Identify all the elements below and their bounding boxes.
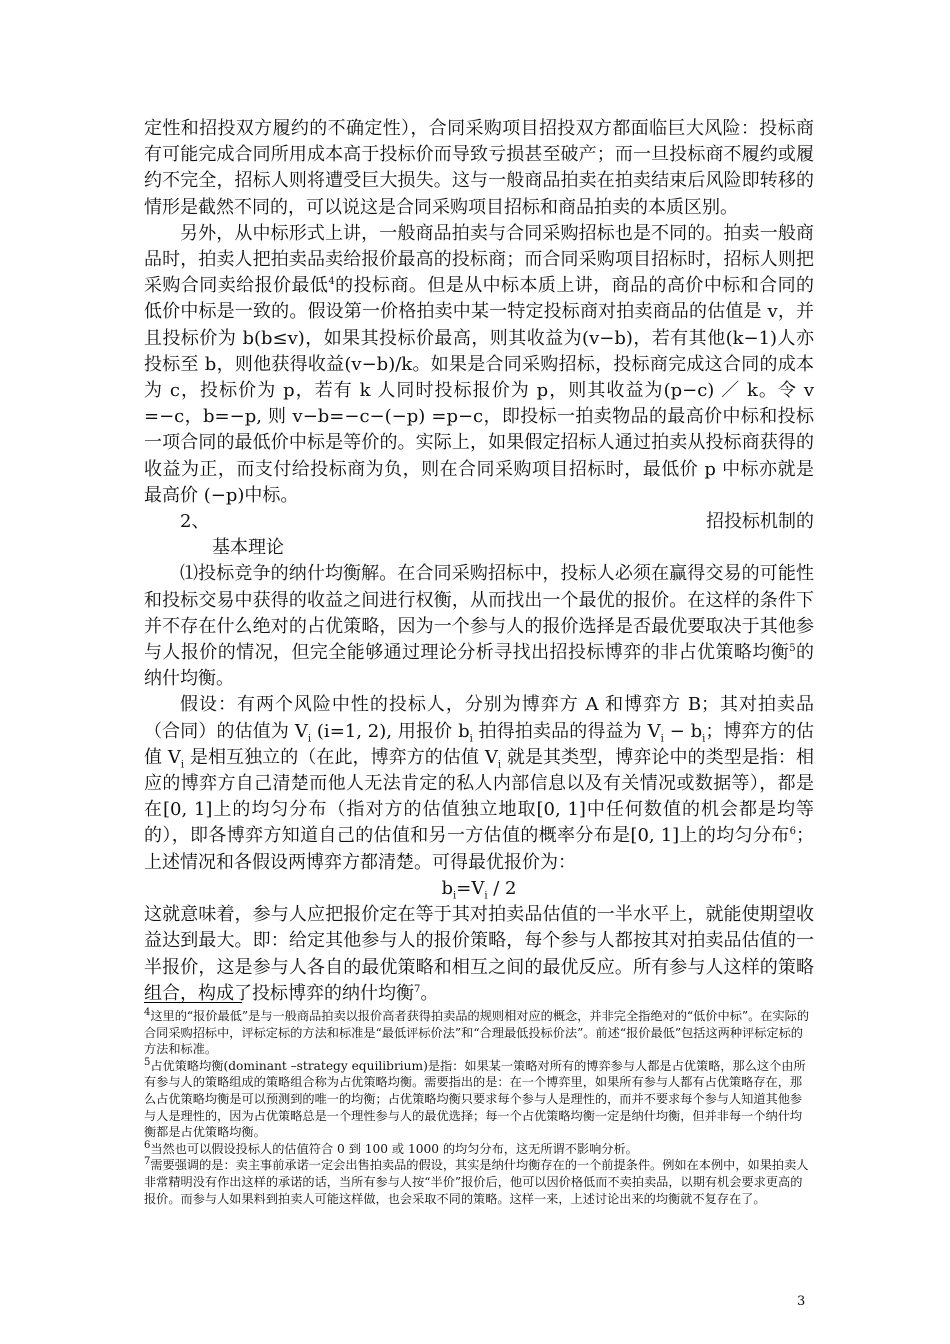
footnote-ref-5[interactable]: 5 [789, 643, 796, 655]
footnote-6: $^6$当然也可以假设投标人的估值符合 0 到 100 或 1000 的均匀分布，这无所谓不影响分析。 [144, 1139, 638, 1156]
paragraph-risk: 定性和招投双方履约的不确定性），合同采购项目招投双方都面临巨大风险：投标商有可能完成合同所用成本高于投标价而导致亏损甚至破产；而一旦投标商不履约或履约不完全，招标人则将遭受巨大损失。这与一般商品拍卖在拍卖结束后风险即转移的情形是截然不同的，可以说这是合同采购项目招标和商品拍卖的本质区别。 [144, 118, 814, 218]
footnote-ref-4[interactable]: 4 [328, 276, 335, 288]
formula-optimal-bid: $b_i=V_i / 2$ [441, 877, 517, 902]
section-heading: 2、 招投标机制的 [180, 511, 814, 533]
paragraph-nash: ⑴投标竞争的纳什均衡解。在合同采购招标中，投标人必须在赢得交易的可能性和投标交易中获得的收益之间进行权衡，从而找出一个最优的报价。在这样的条件下并不存在什么绝对的占优策略，因为一个参与人的报价选择是否最优要取决于其他参与人报价的情况，但完全能够通过理论分析寻找出招投标博弈的非占优策略均衡$^5$的纳什均衡。 [144, 563, 814, 690]
footnote-separator [144, 1002, 242, 1003]
page-number: 3 [797, 1294, 806, 1309]
paragraph-assumption: 假设：有两个风险中性的投标人，分别为博弈方 A 和博弈方 B；其对拍卖品（合同）的估值为 $V_i$ (i=1, 2), 用报价 $b_i$ 拍得拍卖品的得益为 $V_i - b_i$；博弈方的估值 $V_i$ 是相互独立的（在此，博弈方的估值 $V_i$ 就是其类型，博弈论中的类型是指：相应的博弈方自己清楚而他人无法肯定的私人内部信息以及有关情况或数据等），都是在[0, 1]上的均匀分布（指对方的估值独立地取[0, 1]中任何数值的机会都是均等的），即各博弈方知道自己的估值和另一方估值的概率分布是[0, 1]上的均匀分布$^6$；上述情况和各假设两博弈方都清楚。可得最优报价为： [144, 694, 814, 873]
footnote-ref-7[interactable]: 7 [414, 983, 421, 995]
paragraph-equilibrium: 这就意味着，参与人应把报价定在等于其对拍卖品估值的一半水平上，就能使期望收益达到最大。即：给定其他参与人的报价策略，每个参与人都按其对拍卖品估值的一半报价，这是参与人各自的最优策略和相互之间的最优反应。所有参与人这样的策略组合，构成了投标博弈的纳什均衡$^7$。 [144, 904, 814, 1004]
footnote-4: $^4$这里的“报价最低”是与一般商品拍卖以报价高者获得拍卖品的规则相对应的概念，并非完全指绝对的“低价中标”。在实际的合同采购招标中，评标定标的方法和标准是“最低评标价法”和“合理最低投标价法”。前述“报价最低”包括这两种评标定标的方法和标准。 [144, 1006, 810, 1057]
footnote-7: $^7$需要强调的是：卖主事前承诺一定会出售拍卖品的假设，其实是纳什均衡存在的一个前提条件。例如在本例中，如果拍卖人非常精明没有作出这样的承诺的话，当所有参与人按“半价”报价后，他可以因价格低而不卖拍卖品，以期有机会要求更高的报价。而参与人如果料到拍卖人可能这样做，也会采取不同的策略。这样一来，上述讨论出来的均衡就不复存在了。 [144, 1156, 809, 1206]
footnotes [144, 1008, 814, 1207]
body-text [144, 116, 814, 1007]
footnote-5: $^5$占优策略均衡(dominant –strategy equilibrium)是指：如果某一策略对所有的博弈参与人都是占优策略，那么这个由所有参与人的策略组成的策略组合称为占优策略均衡。需要指出的是：在一个博弈里，如果所有参与人都有占优策略存在，那么占优策略均衡是可以预测到的唯一的均衡；占优策略均衡只要求每个参与人是理性的，而并不要求每个参与人知道其他参与人是理性的，因为占优策略总是一个理性参与人的最优选择；每一个占优策略均衡一定是纳什均衡，但并非每一个纳什均衡都是占优策略均衡。 [144, 1056, 806, 1140]
footnote-ref-6[interactable]: 6 [789, 826, 796, 838]
section-heading-continued: 基本理论 [212, 537, 284, 559]
paragraph-winning-form: 另外，从中标形式上讲，一般商品拍卖与合同采购招标也是不同的。拍卖一般商品时，拍卖人把拍卖品卖给报价最高的投标商；而合同采购项目招标时，招标人则把采购合同卖给报价最低$^4$的投标商。但是从中标本质上讲，商品的高价中标和合同的低价中标是一致的。假设第一价格拍卖中某一特定投标商对拍卖商品的估值是 v，并且投标价为 b(b≤v)，如果其投标价最高，则其收益为(v−b)，若有其他(k−1)人亦投标至 b，则他获得收益(v−b)/k。如果是合同采购招标，投标商完成这合同的成本为 c，投标价为 p，若有 k 人同时投标报价为 p，则其收益为(p−c) ／ k。令 v =−c，b=−p, 则 v−b=−c−(−p) =p−c，即投标一拍卖物品的最高价中标和投标一项合同的最低价中标是等价的。实际上，如果假定招标人通过拍卖从投标商获得的收益为正，而支付给投标商为负，则在合同采购项目招标时，最低价 p 中标亦就是最高价 (−p)中标。 [144, 222, 815, 506]
